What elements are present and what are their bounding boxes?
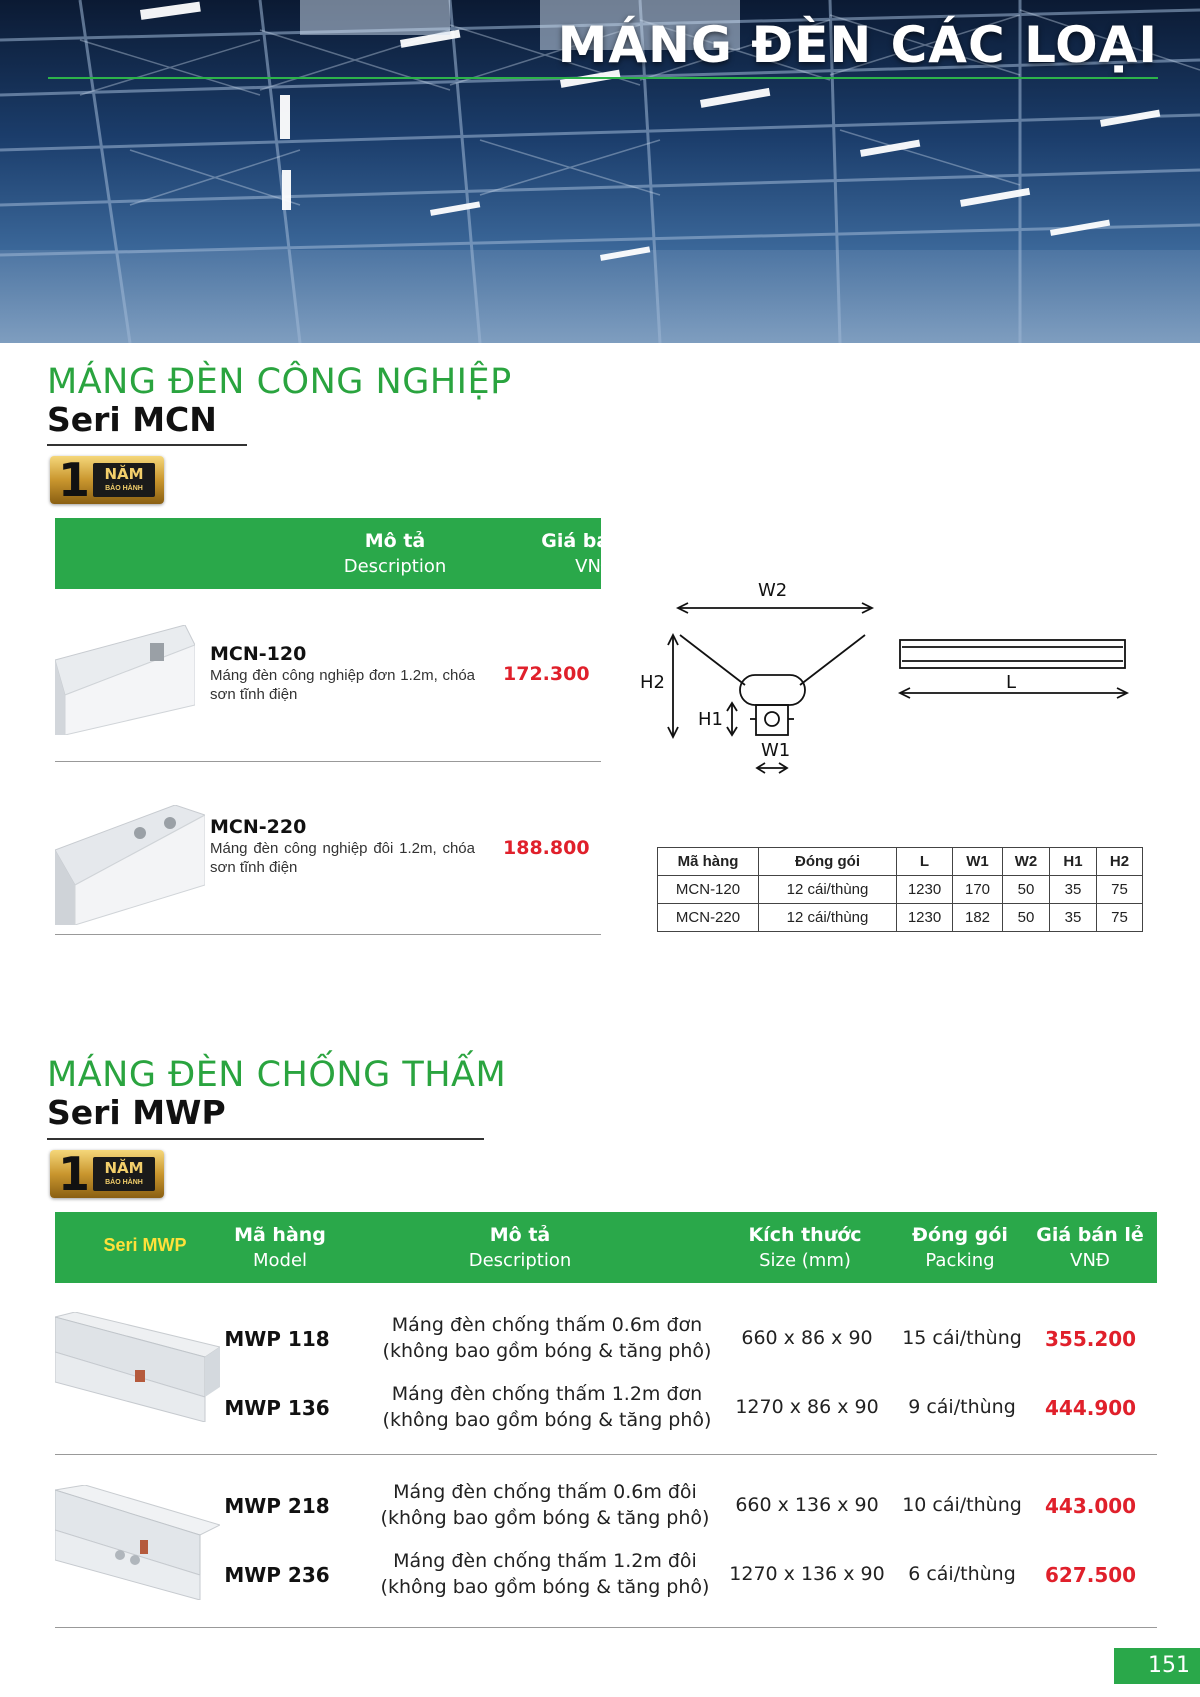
mcn-220-price: 188.800 (503, 837, 590, 859)
row-divider (55, 1627, 1157, 1628)
spec-cell: MCN-220 (658, 904, 759, 932)
mwp-236-code: MWP 236 (224, 1563, 330, 1587)
h1-label: H1 (698, 709, 723, 730)
mwp-236-price: 627.500 (1045, 1563, 1137, 1587)
spec-cell: 12 cái/thùng (759, 876, 897, 904)
mwp-218-code: MWP 218 (224, 1494, 330, 1518)
mwp-136-code: MWP 136 (224, 1396, 330, 1420)
spec-cell: 182 (953, 904, 1003, 932)
warranty-years: 1 (58, 1147, 91, 1201)
mwp-118-packing: 15 cái/thùng (902, 1327, 1022, 1349)
mcn-underline (47, 444, 247, 446)
spec-header: Đóng gói (759, 848, 897, 876)
mwp-218-description: Máng đèn chống thấm 0.6m đôi (không bao gồm bóng & tăng phô) (380, 1481, 710, 1529)
mcn-220-code: MCN-220 (210, 816, 307, 838)
mcn-120-price: 172.300 (503, 663, 590, 685)
header-model: Mã hàng Model (234, 1224, 326, 1271)
page-title: MÁNG ĐÈN CÁC LOẠI (557, 16, 1158, 74)
header-description: Mô tả Description (343, 530, 447, 577)
warranty-badge (50, 1147, 164, 1201)
spec-header: Mã hàng (658, 848, 759, 876)
mwp-118-code: MWP 118 (224, 1327, 330, 1351)
w1-label: W1 (761, 740, 791, 761)
spec-cell: 170 (953, 876, 1003, 904)
mcn-spec-table (657, 847, 1143, 932)
spec-cell: 75 (1097, 904, 1143, 932)
spec-cell: 75 (1097, 876, 1143, 904)
mcn-120-code: MCN-120 (210, 643, 307, 665)
spec-header-row (658, 848, 1143, 876)
w2-label: W2 (758, 580, 788, 601)
header-price: Giá bán lẻ VNĐ (1036, 1224, 1144, 1271)
mwp-236-packing: 6 cái/thùng (908, 1563, 1016, 1585)
mwp-table-header (55, 1212, 1157, 1283)
page-number: 151 (1114, 1648, 1200, 1684)
mwp-236-size: 1270 x 136 x 90 (729, 1563, 885, 1585)
warranty-label-box (93, 1157, 155, 1191)
l-label: L (1006, 672, 1017, 693)
mcn-120-description: Máng đèn công nghiệp đơn 1.2m, chóa sơn tĩnh điện (210, 667, 475, 703)
title-underline (48, 77, 1158, 79)
spec-cell: 35 (1050, 904, 1097, 932)
mwp-double-image (55, 1485, 220, 1600)
mwp-136-packing: 9 cái/thùng (908, 1396, 1016, 1418)
mwp-single-image (55, 1312, 220, 1422)
spec-cell: MCN-120 (658, 876, 759, 904)
mwp-series-title: Seri MWP (47, 1093, 226, 1132)
mwp-218-packing: 10 cái/thùng (902, 1494, 1022, 1516)
spec-cell: 1230 (897, 876, 953, 904)
warranty-label-box (93, 463, 155, 497)
header-series: Seri MWP (103, 1235, 187, 1255)
warranty-text: BẢO HÀNH (105, 1179, 143, 1186)
mwp-118-description: Máng đèn chống thấm 0.6m đơn (không bao gồm bóng & tăng phô) (382, 1314, 712, 1362)
mwp-136-description: Máng đèn chống thấm 1.2m đơn (không bao gồm bóng & tăng phô) (382, 1383, 712, 1431)
mcn-220-description: Máng đèn công nghiệp đôi 1.2m, chóa sơn tĩnh điện (210, 840, 475, 876)
mcn-series-title: Seri MCN (47, 400, 217, 439)
mcn-120-image (55, 625, 195, 735)
hero-banner (0, 0, 1200, 343)
mwp-218-price: 443.000 (1045, 1494, 1137, 1518)
mwp-118-price: 355.200 (1045, 1327, 1137, 1351)
spec-cell: 50 (1003, 876, 1050, 904)
h2-label: H2 (640, 672, 665, 693)
spec-header: W2 (1003, 848, 1050, 876)
header-size: Kích thước Size (mm) (748, 1224, 862, 1271)
warranty-text: BẢO HÀNH (105, 485, 143, 492)
mwp-236-description: Máng đèn chống thấm 1.2m đôi (không bao gồm bóng & tăng phô) (380, 1550, 710, 1598)
warranty-year-label: NĂM (104, 465, 144, 483)
spec-header: H1 (1050, 848, 1097, 876)
mwp-136-size: 1270 x 86 x 90 (735, 1396, 879, 1418)
mwp-underline (47, 1138, 484, 1140)
header-description: Mô tả Description (468, 1224, 572, 1271)
spec-cell: 12 cái/thùng (759, 904, 897, 932)
spec-cell: 1230 (897, 904, 953, 932)
spec-header: W1 (953, 848, 1003, 876)
row-divider (55, 934, 601, 935)
mwp-136-price: 444.900 (1045, 1396, 1137, 1420)
header-packing: Đóng gói Packing (912, 1224, 1008, 1271)
dimension-diagram (640, 575, 1160, 775)
warranty-years: 1 (58, 453, 91, 507)
spec-row (658, 876, 1143, 904)
mwp-118-size: 660 x 86 x 90 (741, 1327, 873, 1349)
spec-cell: 50 (1003, 904, 1050, 932)
spec-header: L (897, 848, 953, 876)
warranty-badge (50, 453, 164, 507)
mcn-section-title: MÁNG ĐÈN CÔNG NGHIỆP (47, 362, 512, 402)
warranty-year-label: NĂM (104, 1159, 144, 1177)
spec-header: H2 (1097, 848, 1143, 876)
row-divider (55, 1454, 1157, 1455)
mcn-220-image (55, 805, 205, 925)
row-divider (55, 761, 601, 762)
mwp-section-title: MÁNG ĐÈN CHỐNG THẤM (47, 1055, 507, 1095)
spec-cell: 35 (1050, 876, 1097, 904)
spec-row (658, 904, 1143, 932)
header-price: Giá bán lẻ VNĐ (541, 530, 649, 577)
mcn-table-header (55, 518, 649, 589)
mwp-218-size: 660 x 136 x 90 (735, 1494, 879, 1516)
